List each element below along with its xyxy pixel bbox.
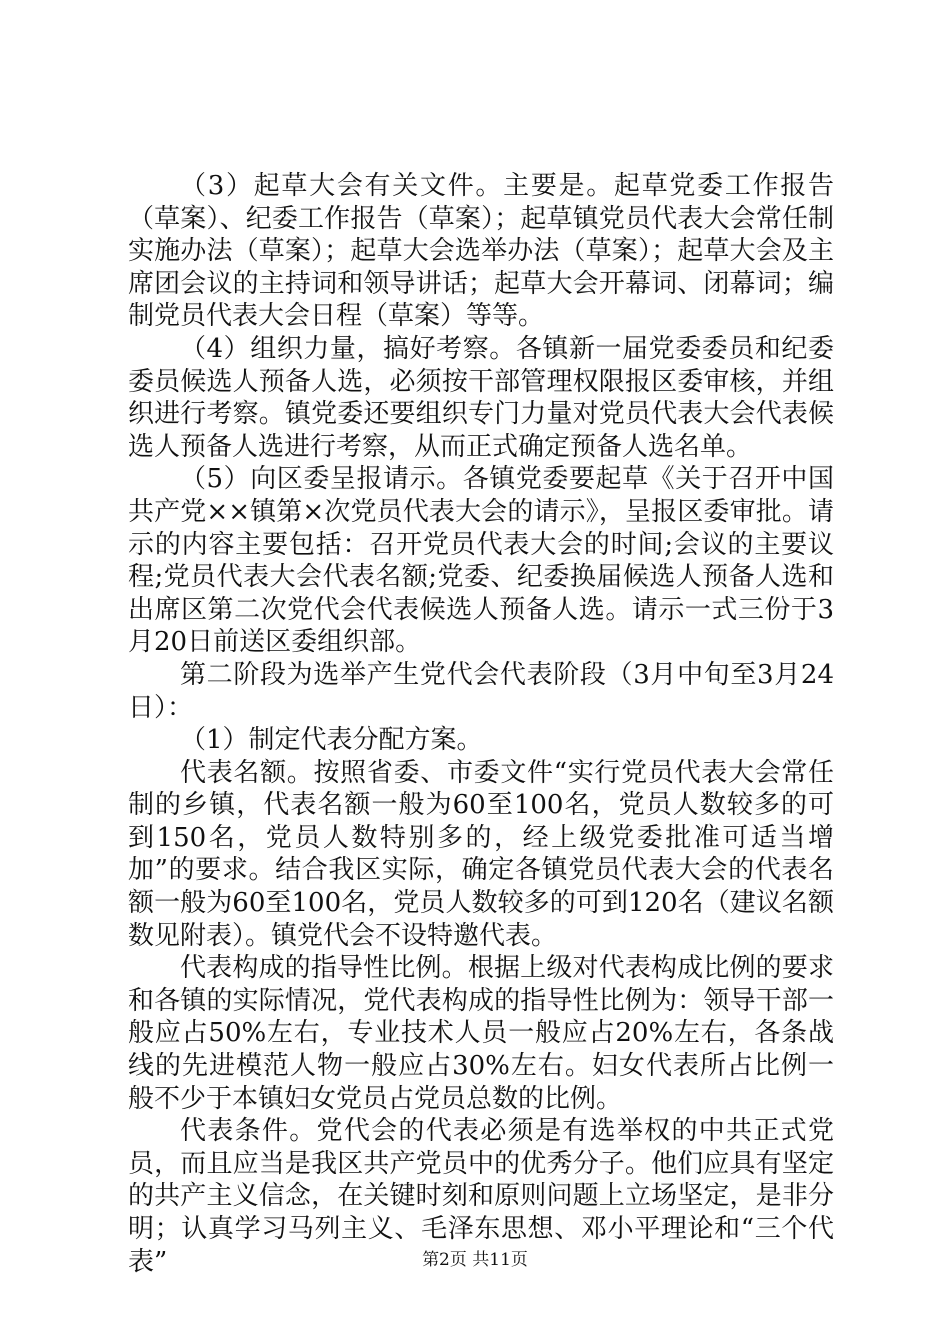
paragraph-organize-inspection: （4）组织力量，搞好考察。各镇新一届党委委员和纪委委员候选人预备人选，必须按干部管理权限报区委审核，并组织进行考察。镇党委还要组织专门力量对党员代表大会代表候选人预备人选进行考察，从而正式确定预备人选名单。 — [128, 333, 834, 462]
paragraph-stage-two-heading: 第二阶段为选举产生党代会代表阶段（3月中旬至3月24日）： — [128, 659, 834, 723]
paragraph-drafting-documents: （3）起草大会有关文件。主要是。起草党委工作报告（草案）、纪委工作报告（草案）；起草镇党员代表大会常任制实施办法（草案）；起草大会选举办法（草案）；起草大会及主席团会议的主持词和领导讲话；起草大会开幕词、闭幕词；编制党员代表大会日程（草案）等等。 — [128, 171, 834, 332]
paragraph-representative-quota: 代表名额。按照省委、市委文件“实行党员代表大会常任制的乡镇，代表名额一般为60至100名，党员人数较多的可到150名，党员人数特别多的，经上级党委批准可适当增加”的要求。结合我区实际，确定各镇党员代表大会的代表名额一般为60至100名，党员人数较多的可到120名（建议名额数见附表）。镇党代会不设特邀代表。 — [128, 757, 834, 951]
page-number-footer: 第2页 共11页 — [422, 1250, 528, 1270]
paragraph-representative-conditions: 代表条件。党代会的代表必须是有选举权的中共正式党员，而且应当是我区共产党员中的优秀分子。他们应具有坚定的共产主义信念，在关键时刻和原则问题上立场坚定，是非分明；认真学习马列主义、毛泽东思想、邓小平理论和“三个代表” — [128, 1116, 834, 1277]
paragraph-allocation-plan: （1）制定代表分配方案。 — [180, 725, 483, 756]
document-body — [128, 170, 834, 1278]
paragraph-composition-ratio: 代表构成的指导性比例。根据上级对代表构成比例的要求和各镇的实际情况，党代表构成的指导性比例为：领导干部一般应占50%左右，专业技术人员一般应占20%左右，各条战线的先进模范人物一般应占30%左右。妇女代表所占比例一般不少于本镇妇女党员占党员总数的比例。 — [128, 953, 834, 1114]
paragraph-report-request: （5）向区委呈报请示。各镇党委要起草《关于召开中国共产党××镇第×次党员代表大会的请示》，呈报区委审批。请示的内容主要包括：召开党员代表大会的时间;会议的主要议程;党员代表大会代表名额;党委、纪委换届候选人预备人选和出席区第二次党代会代表候选人预备人选。请示一式三份于3月20日前送区委组织部。 — [128, 464, 834, 658]
